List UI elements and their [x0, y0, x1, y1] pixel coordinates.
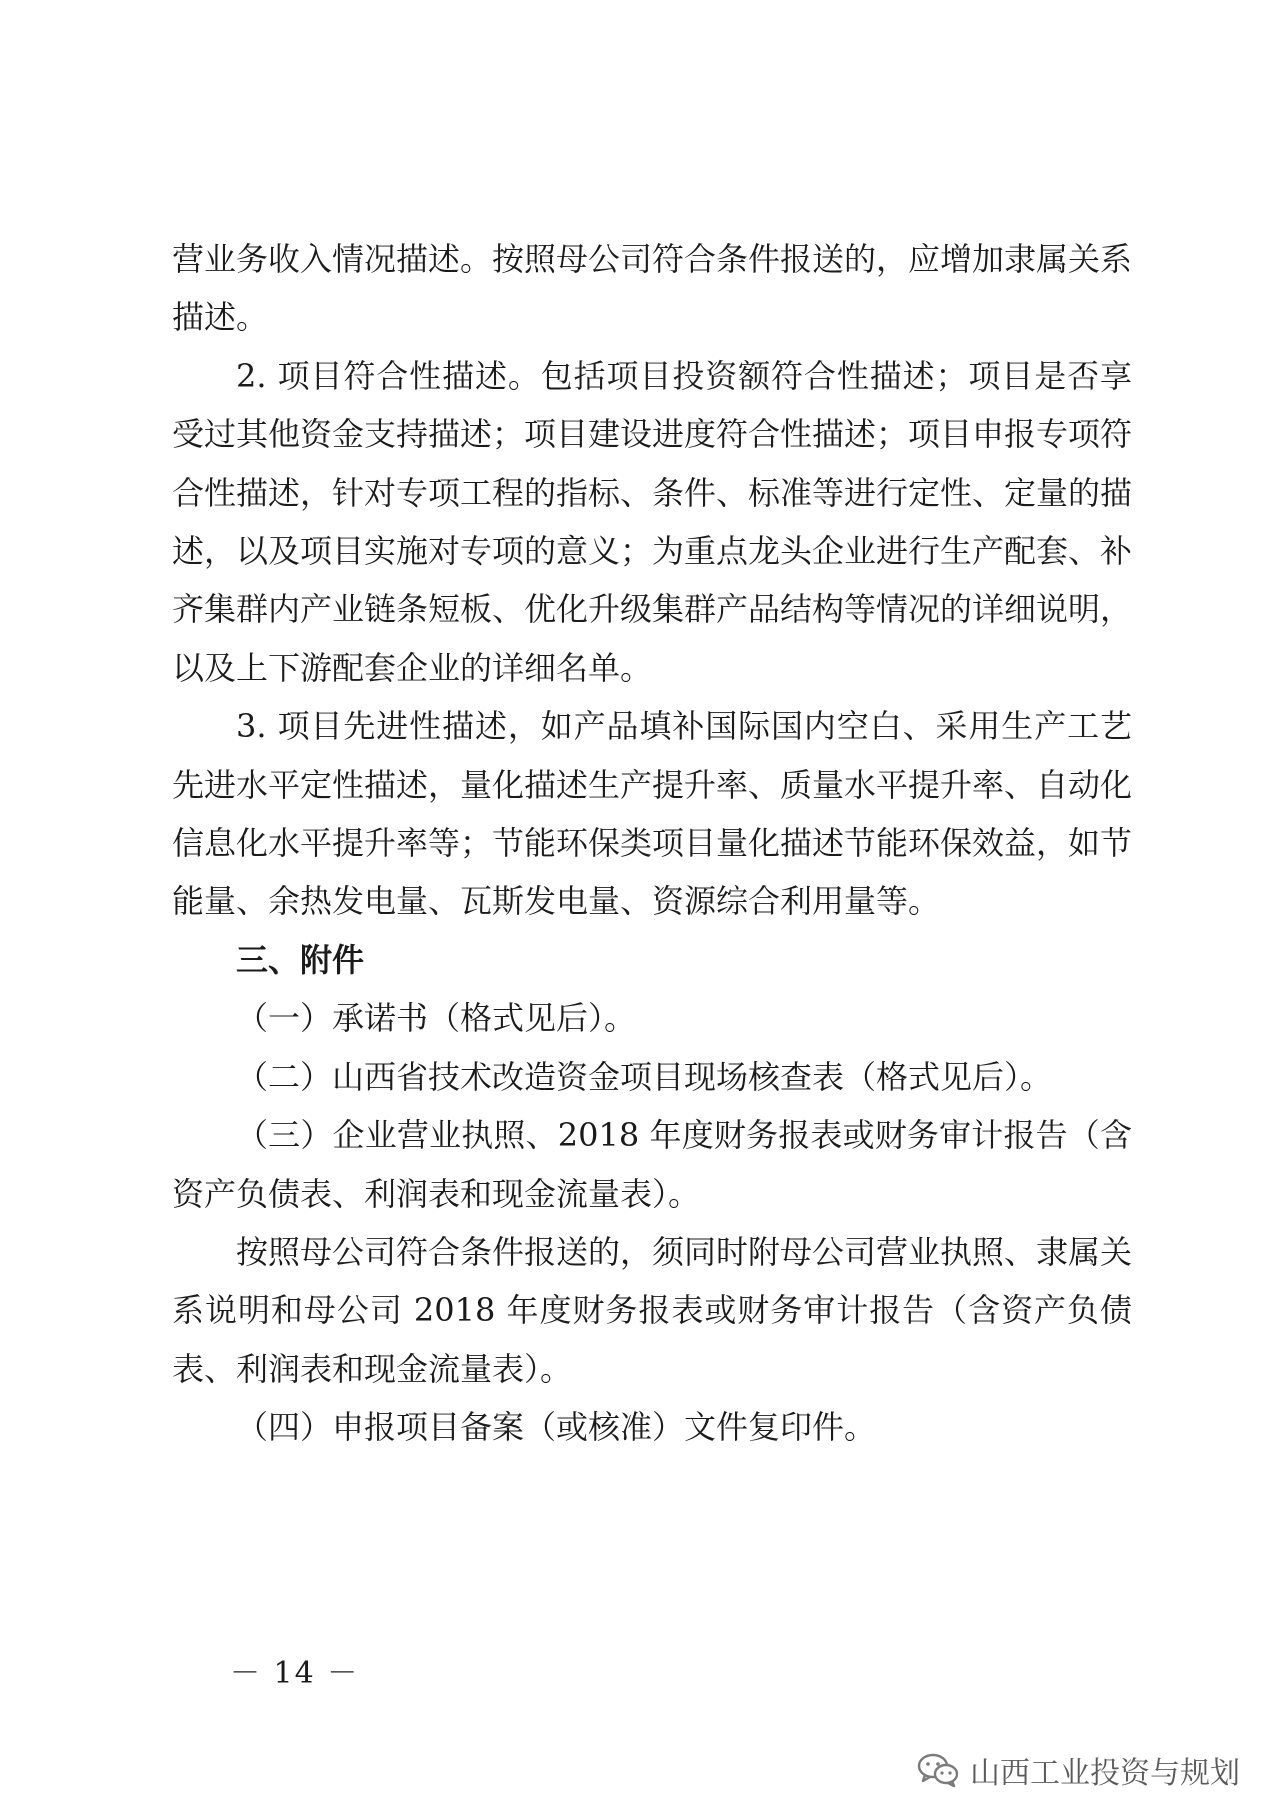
watermark: [916, 1746, 1240, 1794]
page-number: － 14 －: [230, 1656, 360, 1691]
attachment-item-2: （二）山西省技术改造资金项目现场核查表（格式见后）。: [236, 1057, 1053, 1096]
paragraph-revenue-description: 营业务收入情况描述。按照母公司符合条件报送的，应增加隶属关系描述。: [172, 240, 1133, 337]
section-heading-attachments: 三、附件: [236, 940, 365, 979]
wechat-icon: [916, 1752, 960, 1788]
document-body: [172, 230, 1132, 1457]
attachment-item-3: （三）企业营业执照、2018 年度财务报表或财务审计报告（含资产负债表、利润表和现金流量表）。: [172, 1116, 1132, 1213]
attachment-item-1: （一）承诺书（格式见后）。: [236, 999, 637, 1038]
paragraph-parent-company-note: 按照母公司符合条件报送的，须同时附母公司营业执照、隶属关系说明和母公司 2018 年度财务报表或财务审计报告（含资产负债表、利润表和现金流量表）。: [172, 1232, 1133, 1388]
attachment-item-4: （四）申报项目备案（或核准）文件复印件。: [236, 1408, 877, 1447]
paragraph-advancement-description: 3. 项目先进性描述，如产品填补国际国内空白、采用生产工艺先进水平定性描述，量化描述生产提升率、质量水平提升率、自动化信息化水平提升率等；节能环保类项目量化描述节能环保效益，如节能量、余热发电量、瓦斯发电量、资源综合利用量等。: [172, 707, 1133, 921]
watermark-text: 山西工业投资与规划: [970, 1756, 1240, 1791]
paragraph-compliance-description: 2. 项目符合性描述。包括项目投资额符合性描述；项目是否享受过其他资金支持描述；项目建设进度符合性描述；项目申报专项符合性描述，针对专项工程的指标、条件、标准等进行定性、定量的描述，以及项目实施对专项的意义；为重点龙头企业进行生产配套、补齐集群内产业链条短板、优化升级集群产品结构等情况的详细说明，以及上下游配套企业的详细名单。: [172, 356, 1133, 687]
